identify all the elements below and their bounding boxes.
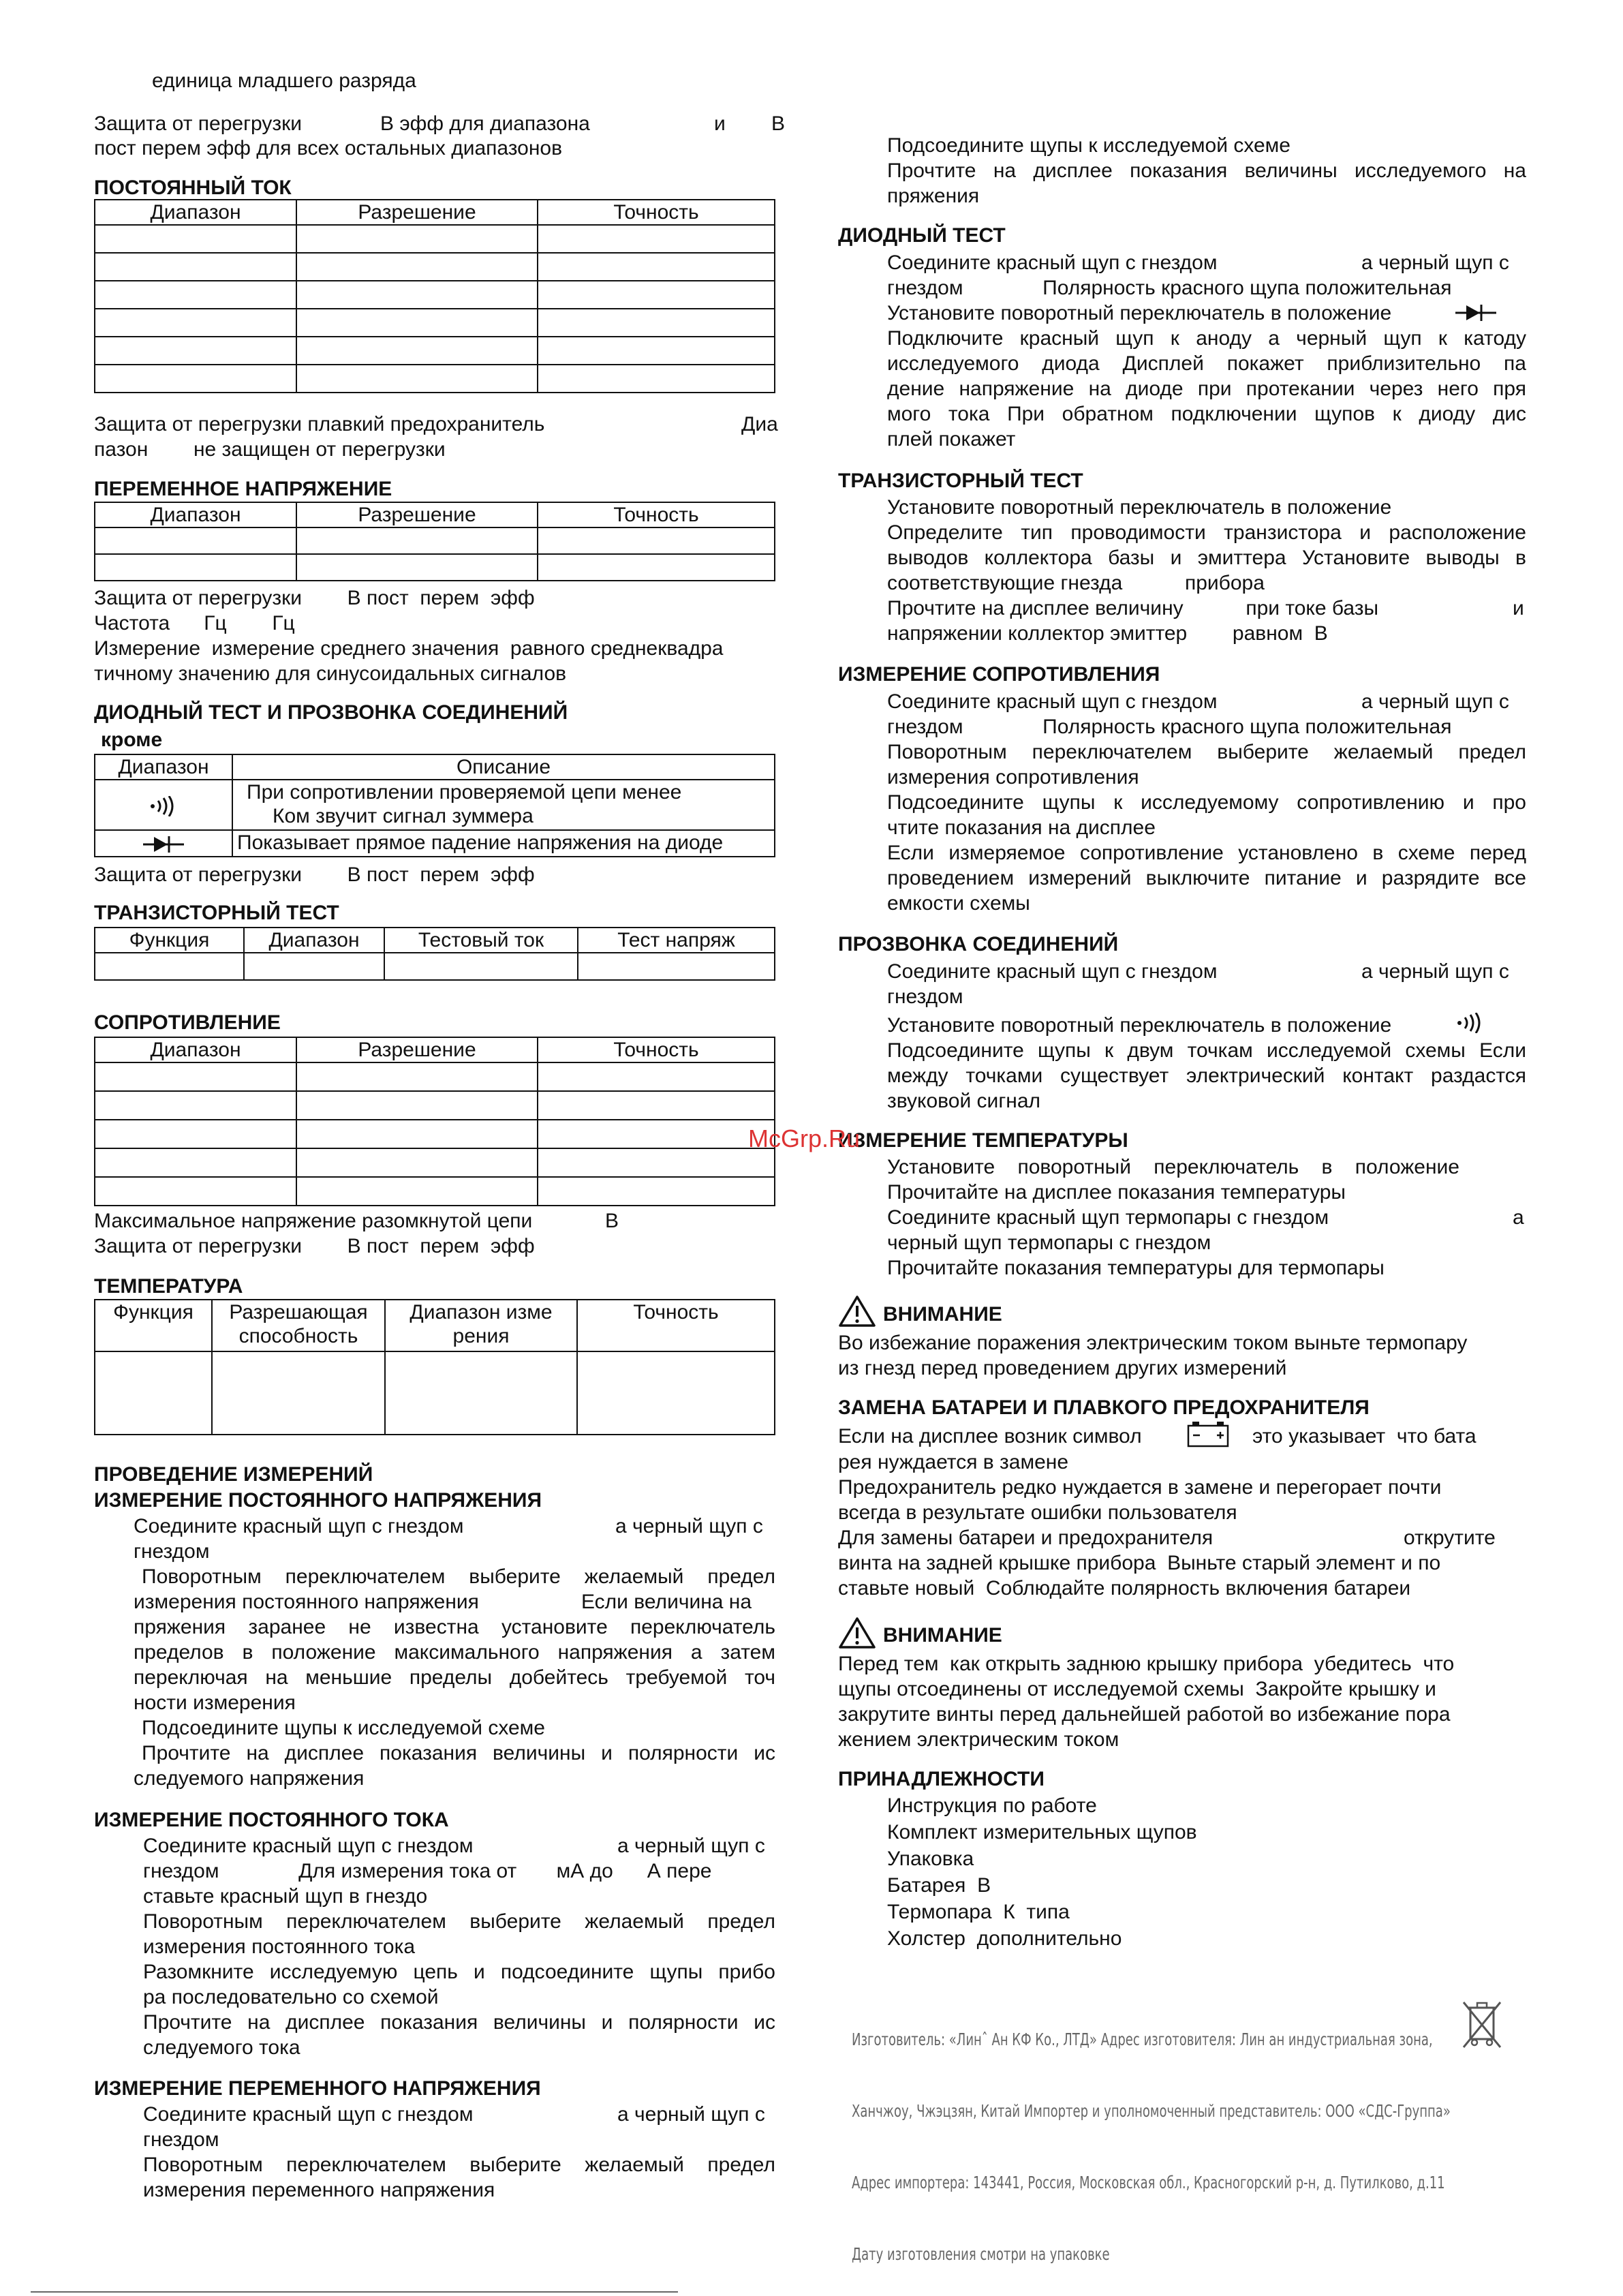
body-text: Соедините красный щуп с гнездом	[143, 1835, 474, 1857]
body-text: Подсоедините щупы к исследуемой схеме	[142, 1717, 545, 1739]
body-text: гнездом Полярность красного щупа положительная	[887, 716, 1452, 738]
body-text: переключая на меньшие пределы добейтесь требуемой точ	[134, 1666, 775, 1689]
ac-voltage-table	[94, 502, 775, 581]
manufacturer-info	[852, 1980, 1451, 2290]
body-text: Перед тем как открыть заднюю крышку прибора убедитесь что	[838, 1653, 1455, 1675]
note-text: Защита от перегрузки В пост перем эфф	[94, 587, 535, 609]
body-text: Поворотным переключателем выберите желаемый предел	[143, 1910, 775, 1933]
table-header: Диапазон	[95, 200, 296, 225]
range-cell	[95, 780, 232, 830]
description-text: Ком звучит сигнал зуммера	[273, 805, 534, 827]
body-text: звуковой сигнал	[887, 1090, 1041, 1112]
body-text: следуемого напряжения	[134, 1767, 365, 1790]
list-item: Инструкция по работе	[887, 1794, 1097, 1817]
body-text: а черный щуп с	[1361, 960, 1509, 983]
section-title: ТЕМПЕРАТУРА	[94, 1275, 243, 1298]
transistor-table	[94, 927, 775, 981]
note-text: Защита от перегрузки В пост перем эфф	[94, 1235, 535, 1257]
body-text: гнездом Для измерения тока от мА до А пере	[143, 1860, 712, 1882]
body-text: Соедините красный щуп с гнездом	[887, 960, 1218, 983]
body-text: напряжении коллектор эмиттер равном В	[887, 622, 1328, 645]
list-item: Комплект измерительных щупов	[887, 1821, 1197, 1843]
table-header-line: Разрешающая	[229, 1301, 368, 1323]
section-title: ДИОДНЫЙ ТЕСТ	[838, 224, 1006, 247]
body-text: измерения переменного напряжения	[143, 2179, 495, 2201]
temperature-table	[94, 1299, 775, 1435]
protection-text: и	[714, 112, 726, 135]
body-text: Определите тип проводимости транзистора и расположение	[887, 521, 1526, 544]
body-text: мого тока При обратном подключении щупов к диоду дис	[887, 403, 1526, 425]
footer-line: Ханчжоу, Чжэцзян, Китай Импортер и уполномоченный представитель: ООО «СДС-Группа»	[852, 2101, 1451, 2121]
body-text: пряжения заранее не известна установите переключатель	[134, 1616, 775, 1638]
footer-line: Изготовитель: «Линˆ Ан КФ Ко., ЛТД» Адрес изготовителя: Лин ан индустриальная зона,	[852, 2030, 1433, 2049]
resistance-table	[94, 1037, 775, 1206]
buzzer-icon	[149, 796, 179, 816]
table-header: Диапазон	[95, 502, 296, 527]
table-header: Описание	[232, 754, 775, 780]
body-text: рея нуждается в замене	[838, 1451, 1069, 1473]
body-text: ставьте новый Соблюдайте полярность включения батареи	[838, 1577, 1411, 1599]
section-title: ИЗМЕРЕНИЕ ПОСТОЯННОГО НАПРЯЖЕНИЯ	[94, 1489, 542, 1512]
body-text: щупы отсоединены от исследуемой схемы Закройте крышку и	[838, 1678, 1436, 1700]
body-text: жением электрическим током	[838, 1728, 1119, 1751]
body-text: Поворотным переключателем выберите желаемый предел	[142, 1565, 775, 1588]
table-header: Разрешение	[296, 502, 538, 527]
buzzer-icon	[1455, 1013, 1485, 1033]
body-text: дение напряжение на диоде при протекании через него пря	[887, 378, 1526, 400]
body-text: Если измеряемое сопротивление установлено в схеме перед	[887, 842, 1526, 864]
body-text: Если величина на	[581, 1591, 752, 1613]
body-text: Поворотным переключателем выберите желаемый предел	[887, 741, 1526, 763]
table-header-line: Диапазон изме	[409, 1301, 553, 1323]
table-header: Точность	[577, 1300, 775, 1351]
battery-icon	[1187, 1420, 1229, 1448]
body-text: Установите поворотный переключатель в положение	[887, 302, 1392, 324]
body-text: исследуемого диода Дисплей покажет приблизительно па	[887, 352, 1526, 375]
watermark: McGrp.Ru	[748, 1124, 861, 1152]
protection-text: Защита от перегрузки	[94, 112, 302, 135]
body-text: Подсоедините щупы к двум точкам исследуемой схемы Если	[887, 1039, 1526, 1062]
body-text: Предохранитель редко нуждается в замене и перегорает почти	[838, 1476, 1442, 1499]
description-text: При сопротивлении проверяемой цепи менее	[247, 781, 682, 803]
body-text: Прочтите на дисплее показания величины исследуемого на	[887, 159, 1526, 182]
table-header	[212, 1300, 385, 1351]
body-text: Прочитайте показания температуры для термопары	[887, 1257, 1385, 1279]
body-text: Во избежание поражения электрическим током выньте термопару	[838, 1332, 1468, 1354]
section-title: ПРОВЕДЕНИЕ ИЗМЕРЕНИЙ	[94, 1463, 373, 1486]
body-text: а черный щуп с	[1361, 690, 1509, 713]
body-text: Соедините красный щуп с гнездом	[887, 251, 1218, 274]
body-text: из гнезд перед проведением других измерений	[838, 1357, 1287, 1379]
table-header: Тест напряж	[578, 928, 775, 953]
body-text: ности измерения	[134, 1692, 296, 1714]
table-header: Разрешение	[296, 1037, 538, 1062]
table-header: Диапазон	[244, 928, 384, 953]
section-title: ТРАНЗИСТОРНЫЙ ТЕСТ	[838, 470, 1083, 492]
dc-current-table	[94, 199, 775, 393]
table-header-line: способность	[238, 1325, 358, 1347]
footer-line: Адрес импортера: 143441, Россия, Московская обл., Красногорский р-н, д. Путилково, д.11	[852, 2173, 1445, 2192]
section-title: СОПРОТИВЛЕНИЕ	[94, 1011, 281, 1034]
body-text: Соедините красный щуп с гнездом	[887, 690, 1218, 713]
diode-icon	[143, 836, 184, 853]
table-header: Точность	[538, 200, 775, 225]
body-text: а черный щуп с	[1361, 251, 1509, 274]
body-text: Разомкните исследуемую цепь и подсоедините щупы прибо	[143, 1961, 775, 1983]
body-text: Установите поворотный переключатель в положение	[887, 1156, 1459, 1178]
warning-title: ВНИМАНИЕ	[883, 1303, 1002, 1326]
body-text: следуемого тока	[143, 2036, 300, 2059]
description-text: Показывает прямое падение напряжения на диоде	[232, 830, 775, 857]
body-text: Подключите красный щуп к аноду а черный щуп к катоду	[887, 327, 1526, 350]
diode-icon	[1455, 304, 1496, 322]
body-text: а черный щуп с	[615, 1515, 763, 1537]
body-text: черный щуп термопары с гнездом	[887, 1231, 1211, 1254]
section-title: ПРОЗВОНКА СОЕДИНЕНИЙ	[838, 933, 1119, 955]
range-cell	[95, 830, 232, 857]
body-text: и	[1513, 597, 1524, 619]
body-text: Установите поворотный переключатель в положение	[887, 1014, 1392, 1037]
body-text: гнездом	[143, 2128, 219, 2151]
note-text: Защита от перегрузки плавкий предохранитель	[94, 413, 545, 435]
body-text: измерения постоянного тока	[143, 1935, 416, 1958]
body-text: гнездом	[134, 1540, 210, 1563]
body-text: пределов в положение максимального напряжения а затем	[134, 1641, 775, 1664]
body-text: гнездом	[887, 985, 963, 1008]
body-text: а черный щуп с	[617, 1835, 765, 1857]
protection-text: В эфф для диапазона	[380, 112, 590, 135]
list-item: Термопара К типа	[887, 1901, 1070, 1923]
note-text: тичному значению для синусоидальных сигналов	[94, 662, 567, 685]
section-title: ТРАНЗИСТОРНЫЙ ТЕСТ	[94, 902, 339, 924]
divider	[31, 2291, 678, 2293]
body-text: емкости схемы	[887, 892, 1030, 915]
section-title: ДИОДНЫЙ ТЕСТ И ПРОЗВОНКА СОЕДИНЕНИЙ	[94, 701, 568, 724]
note-text: Защита от перегрузки В пост перем эфф	[94, 863, 535, 886]
body-text: ра последовательно со схемой	[143, 1986, 439, 2008]
table-header: Диапазон	[95, 1037, 296, 1062]
body-text: Поворотным переключателем выберите желаемый предел	[143, 2154, 775, 2176]
body-text: Соедините красный щуп термопары с гнездом	[887, 1206, 1329, 1229]
body-text: винта на задней крышке прибора Выньте старый элемент и по	[838, 1552, 1441, 1574]
table-header: Разрешение	[296, 200, 538, 225]
body-text: Соедините красный щуп с гнездом	[134, 1515, 464, 1537]
table-header: Функция	[95, 928, 244, 953]
note-text: Максимальное напряжение разомкнутой цепи	[94, 1210, 533, 1232]
note-text: Диа	[741, 413, 778, 435]
note-text: Измерение измерение среднего значения равного среднеквадра	[94, 637, 724, 660]
table-header-line: рения	[452, 1325, 510, 1347]
body-text: Прочтите на дисплее показания величины и полярности ис	[142, 1742, 775, 1764]
body-text: чтите показания на дисплее	[887, 816, 1156, 839]
weee-bin-icon	[1458, 1997, 1506, 2051]
section-title: ИЗМЕРЕНИЕ ПОСТОЯННОГО ТОКА	[94, 1809, 449, 1831]
list-item: Упаковка	[887, 1848, 974, 1870]
body-text: всегда в результате ошибки пользователя	[838, 1501, 1237, 1524]
table-header: Точность	[538, 1037, 775, 1062]
table-header	[385, 1300, 577, 1351]
protection-text: пост перем эфф для всех остальных диапазонов	[94, 137, 563, 159]
section-title: ПРИНАДЛЕЖНОСТИ	[838, 1768, 1045, 1790]
section-title: ИЗМЕРЕНИЕ СОПРОТИВЛЕНИЯ	[838, 663, 1160, 686]
body-text: Для замены батареи и предохранителя	[838, 1527, 1214, 1549]
body-text: пряжения	[887, 185, 980, 207]
body-text: проведением измерений выключите питание и разрядите все	[887, 867, 1526, 889]
body-text: Подсоедините щупы к исследуемому сопротивлению и про	[887, 791, 1526, 814]
body-text: между точками существует электрический контакт раздастся	[887, 1065, 1526, 1087]
section-title: ИЗМЕРЕНИЕ ТЕМПЕРАТУРЫ	[838, 1129, 1128, 1152]
body-text: Подсоедините щупы к исследуемой схеме	[887, 134, 1290, 157]
body-text: это указывает что бата	[1252, 1425, 1477, 1448]
note-text: Частота Гц Гц	[94, 612, 295, 634]
list-item: Холстер дополнительно	[887, 1927, 1122, 1950]
lsd-text: единица младшего разряда	[152, 70, 416, 92]
body-text: а черный щуп с	[617, 2103, 765, 2126]
body-text: ставьте красный щуп в гнездо	[143, 1885, 428, 1908]
protection-text: В	[771, 112, 786, 135]
note-text: В	[605, 1210, 619, 1232]
warning-icon	[838, 1617, 876, 1649]
body-text: соответствующие гнезда прибора	[887, 572, 1265, 594]
table-header: Тестовый ток	[384, 928, 578, 953]
body-text: Установите поворотный переключатель в положение	[887, 496, 1392, 519]
body-text: измерения сопротивления	[887, 766, 1139, 789]
body-text: открутите	[1404, 1527, 1496, 1549]
section-title: ПОСТОЯННЫЙ ТОК	[94, 177, 292, 199]
table-header: Функция	[95, 1300, 212, 1351]
description-cell	[232, 780, 775, 830]
section-title: ЗАМЕНА БАТАРЕИ И ПЛАВКОГО ПРЕДОХРАНИТЕЛЯ	[838, 1396, 1370, 1419]
note-text: пазон не защищен от перегрузки	[94, 438, 446, 461]
table-header: Точность	[538, 502, 775, 527]
table-header: Диапазон	[95, 754, 232, 780]
body-text: гнездом Полярность красного щупа положительная	[887, 277, 1452, 299]
body-text: Прочитайте на дисплее показания температуры	[887, 1181, 1346, 1204]
section-subtitle: кроме	[101, 729, 163, 751]
body-text: плей покажет	[887, 428, 1016, 450]
body-text: выводов коллектора базы и эмиттера Установите выводы в	[887, 547, 1526, 569]
body-text: закрутите винты перед дальнейшей работой во избежание пора	[838, 1703, 1451, 1726]
body-text: Соедините красный щуп с гнездом	[143, 2103, 474, 2126]
body-text: измерения постоянного напряжения	[134, 1591, 479, 1613]
warning-icon	[838, 1295, 876, 1328]
body-text: Прочтите на дисплее величину при токе базы	[887, 597, 1379, 619]
section-title: ИЗМЕРЕНИЕ ПЕРЕМЕННОГО НАПРЯЖЕНИЯ	[94, 2077, 541, 2100]
body-text: Если на дисплее возник символ	[838, 1425, 1142, 1448]
warning-title: ВНИМАНИЕ	[883, 1624, 1002, 1647]
section-title: ПЕРЕМЕННОЕ НАПРЯЖЕНИЕ	[94, 478, 392, 500]
footer-line: Дату изготовления смотри на упаковке	[852, 2244, 1110, 2264]
body-text: а	[1513, 1206, 1524, 1229]
body-text: Прочтите на дисплее показания величины и полярности ис	[143, 2011, 775, 2034]
diode-continuity-table	[94, 754, 775, 857]
list-item: Батарея В	[887, 1874, 991, 1897]
